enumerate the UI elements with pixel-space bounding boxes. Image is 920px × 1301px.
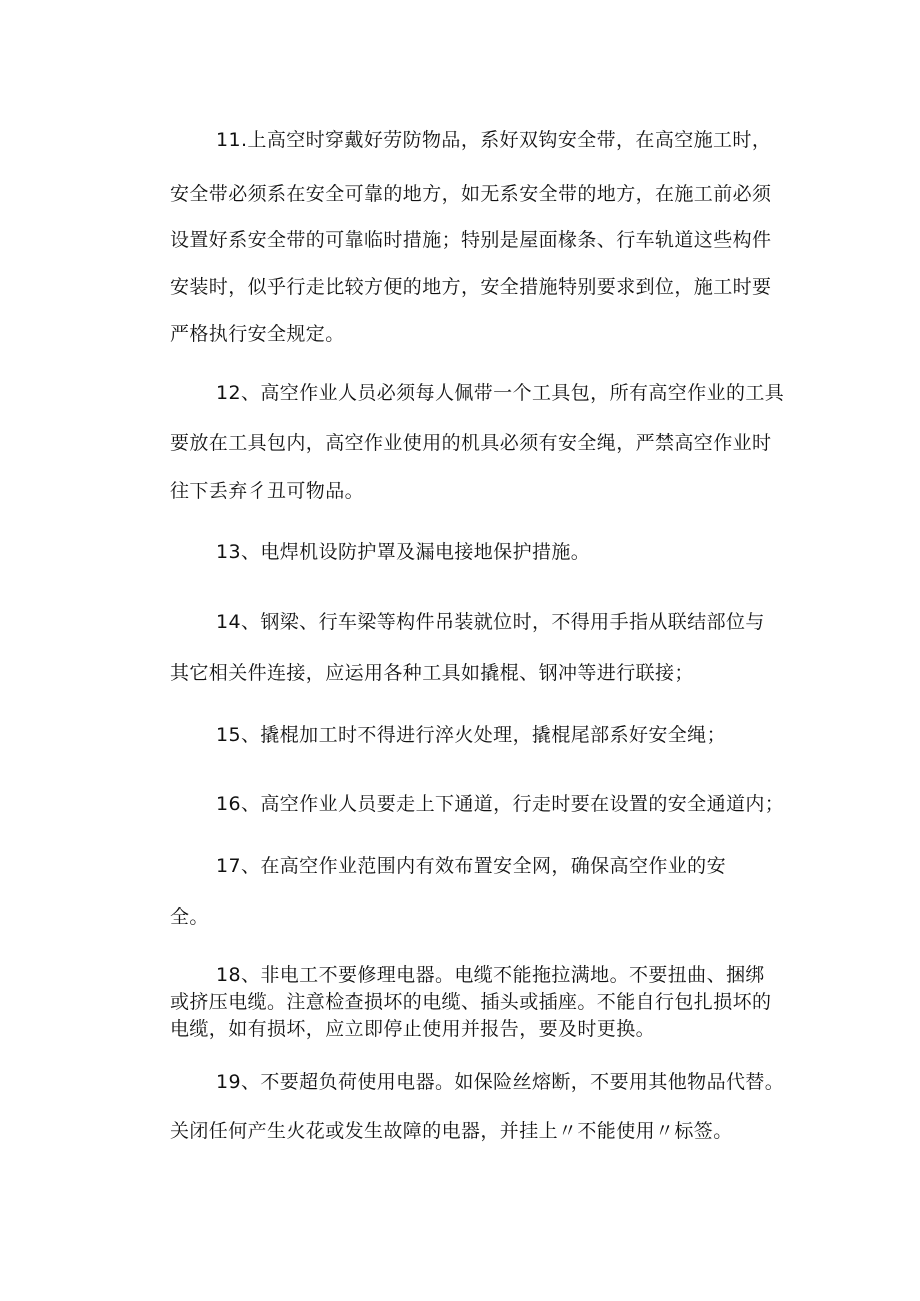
text-line: 或挤压电缆。注意检查损坏的电缆、插头或插座。不能自行包扎损坏的 xyxy=(170,991,772,1013)
text-line: 全。 xyxy=(170,906,209,928)
text-line: 要放在工具包内，高空作业使用的机具必须有安全绳，严禁高空作业时 xyxy=(170,432,772,454)
text-line: 其它相关件连接，应运用各种工具如撬棍、钢冲等进行联接； xyxy=(170,662,694,684)
text-line: 设置好系安全带的可靠临时措施；特别是屋面椽条、行车轨道这些构件 xyxy=(170,229,772,251)
text-line: 安全带必须系在安全可靠的地方，如无系安全带的地方，在施工前必须 xyxy=(170,183,772,205)
text-line: 关闭任何产生火花或发生故障的电器，并挂上〃不能使用〃标签。 xyxy=(170,1120,733,1142)
text-line: 14、钢梁、行车梁等构件吊装就位时，不得用手指从联结部位与 xyxy=(216,611,765,633)
text-line: 11.上高空时穿戴好劳防物品，系好双钩安全带，在高空施工时， xyxy=(216,129,772,151)
text-line: 往下丢弃彳丑可物品。 xyxy=(170,480,365,502)
text-line: 16、高空作业人员要走上下通道，行走时要在设置的安全通道内； xyxy=(216,793,785,815)
text-line: 18、非电工不要修理电器。电缆不能拖拉满地。不要扭曲、捆绑 xyxy=(216,964,765,986)
text-line: 13、电焊机设防护罩及漏电接地保护措施。 xyxy=(216,541,591,563)
text-line: 15、撬棍加工时不得进行淬火处理，撬棍尾部系好安全绳； xyxy=(216,724,726,746)
text-line: 12、高空作业人员必须每人佩带一个工具包，所有高空作业的工具 xyxy=(216,382,785,404)
text-line: 17、在高空作业范围内有效布置安全网，确保高空作业的安 xyxy=(216,855,726,877)
text-line: 严格执行安全规定。 xyxy=(170,323,345,345)
text-line: 电缆，如有损坏，应立即停止使用并报告，要及时更换。 xyxy=(170,1018,656,1040)
text-line: 19、不要超负荷使用电器。如保险丝熔断，不要用其他物品代替。 xyxy=(216,1071,785,1093)
text-line: 安装时，似乎行走比较方便的地方，安全措施特别要求到位，施工时要 xyxy=(170,276,772,298)
